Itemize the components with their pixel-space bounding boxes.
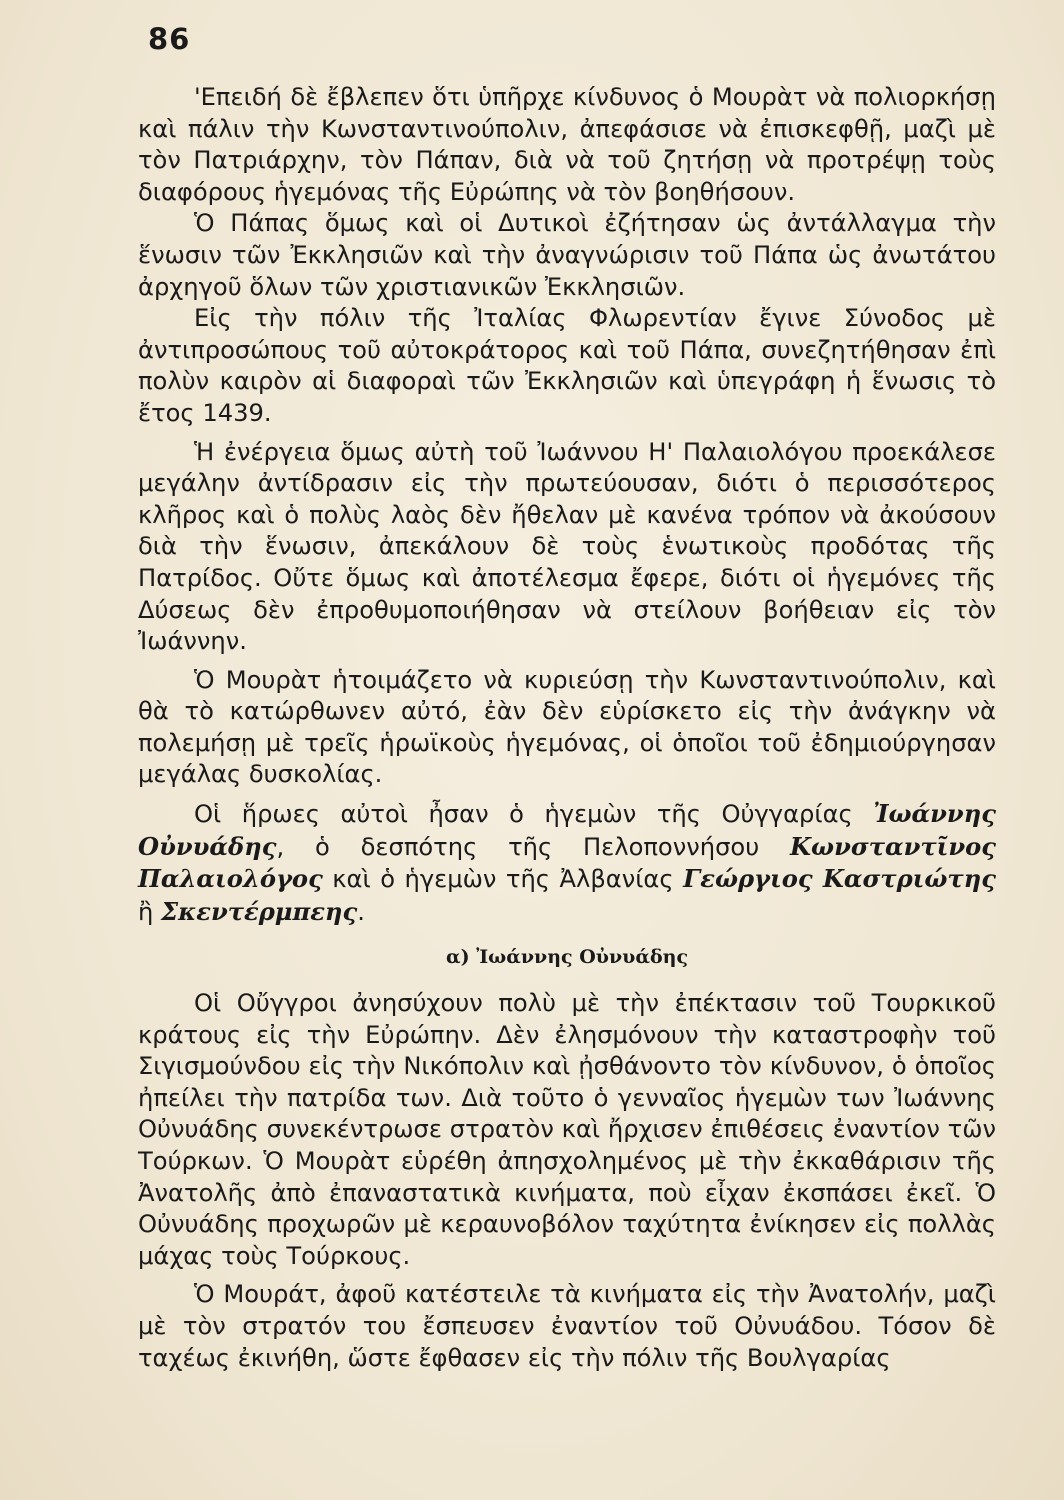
- paragraph-murad-march: Ὁ Μουράτ, ἀφοῦ κατέστειλε τὰ κινήματα εἰς τὴν Ἀνατολήν, μαζὶ μὲ τὸν στρατόν του ἔσπευσεν ἐναντίον τοῦ Οὐνυάδου. Τόσον δὲ ταχέως ἐκινήθη, ὥστε ἔφθασεν εἰς τὴν πόλιν τῆς Βουλγαρίας: [138, 1280, 996, 1372]
- hero-name-palaiologos: Κωνσταντῖνος Παλαιολόγος: [138, 831, 996, 894]
- heroes-text-5: .: [357, 897, 365, 926]
- heroes-text-2: , ὁ δεσπότης τῆς Πελοποννήσου: [276, 832, 791, 861]
- paragraph-reaction: Ἡ ἐνέργεια ὅμως αὐτὴ τοῦ Ἰωάννου Η' Παλαιολόγου προεκάλεσε μεγάλην ἀντίδρασιν εἰς τὴν πρωτεύουσαν, διότι ὁ περισσότερος κλῆρος καὶ ὁ πολὺς λαὸς δὲν ἤθελαν μὲ κανένα τρόπον νὰ ἀκούσουν διὰ τὴν ἕνωσιν, ἀπεκάλουν δὲ τοὺς ἑνωτικοὺς προδότας τῆς Πατρίδος. Οὔτε ὅμως καὶ ἀποτέλεσμα ἔφερε, διότι οἱ ἡγεμόνες τῆς Δύσεως δὲν ἐπροθυμοποιήθησαν νὰ στείλουν βοήθειαν εἰς τὸν Ἰωάννην.: [138, 437, 996, 656]
- section-heading: α) Ἰωάννης Οὐνυάδης: [445, 946, 689, 969]
- heroes-text-1: Οἱ ἥρωες αὐτοὶ ἦσαν ὁ ἡγεμὼν τῆς Οὐγγαρίας: [194, 800, 874, 829]
- page-body: [138, 82, 996, 1374]
- hero-name-kastriotis: Γεώργιος Καστριώτης: [683, 864, 996, 894]
- heroes-text-4: ἢ: [138, 897, 162, 926]
- paragraph-hungarians: Οἱ Οὔγγροι ἀνησύχουν πολὺ μὲ τὴν ἐπέκτασιν τοῦ Τουρκικοῦ κράτους εἰς τὴν Εὐρώπην. Δὲν ἐλησμόνουν τὴν καταστροφὴν τοῦ Σιγισμούνδου εἰς τὴν Νικόπολιν καὶ ᾐσθάνοντο τὸν κίνδυνον, ὁ ὁποῖος ἠπείλει τὴν πατρίδα των. Διὰ τοῦτο ὁ γενναῖος ἡγεμὼν των Ἰωάννης Οὐνυάδης συνεκέντρωσε στρατὸν καὶ ἤρχισεν ἐπιθέσεις ἐναντίον τῶν Τούρκων. Ὁ Μουρὰτ εὑρέθη ἀπησχολημένος μὲ τὴν ἐκκαθάρισιν τῆς Ἀνατολῆς ἀπὸ ἐπαναστατικὰ κινήματα, ποὺ εἶχαν ἐκσπάσει ἐκεῖ. Ὁ Οὐνυάδης προχωρῶν μὲ κεραυνοβόλον ταχύτητα ἐνίκησεν εἰς πολλὰς μάχας τοὺς Τούρκους.: [138, 989, 996, 1270]
- paragraph-heroes: [138, 798, 996, 928]
- hero-name-skanderbeg: Σκεντέρμπεης: [161, 896, 358, 926]
- paragraph-murad-preparation: Ὁ Μουρὰτ ἡτοιμάζετο νὰ κυριεύσῃ τὴν Κωνσταντινούπολιν, καὶ θὰ τὸ κατώρθωνεν αὐτό, ἐὰν δὲν εὑρίσκετο εἰς τὴν ἀνάγκην νὰ πολεμήσῃ μὲ τρεῖς ἡρωϊκοὺς ἡγεμόνας, οἱ ὁποῖοι τοῦ ἐδημιούργησαν μεγάλας δυσκολίας.: [138, 665, 996, 789]
- page-number: 86: [148, 22, 191, 56]
- paragraph-florence-synod: Εἰς τὴν πόλιν τῆς Ἰταλίας Φλωρεντίαν ἔγινε Σύνοδος μὲ ἀντιπροσώπους τοῦ αὐτοκράτορος καὶ τοῦ Πάπα, συνεζητήθησαν ἐπὶ πολὺν καιρὸν αἱ διαφοραὶ τῶν Ἐκκλησιῶν καὶ ὑπεγράφη ἡ ἕνωσις τὸ ἔτος 1439.: [138, 304, 996, 427]
- paragraph-church-union-demand: Ὁ Πάπας ὅμως καὶ οἱ Δυτικοὶ ἐζήτησαν ὡς ἀντάλλαγμα τὴν ἕνωσιν τῶν Ἐκκλησιῶν καὶ τὴν ἀναγνώρισιν τοῦ Πάπα ὡς ἀνωτάτου ἀρχηγοῦ ὅλων τῶν χριστιανικῶν Ἐκκλησιῶν.: [138, 209, 996, 301]
- heroes-text-3: καὶ ὁ ἡγεμὼν τῆς Ἀλβανίας: [322, 865, 684, 894]
- paragraph-papal-request: 'Επειδή δὲ ἔβλεπεν ὅτι ὑπῆρχε κίνδυνος ὁ Μουρὰτ νὰ πολιορκήσῃ καὶ πάλιν τὴν Κωνσταντινούπολιν, ἀπεφάσισε νὰ ἐπισκεφθῇ, μαζὶ μὲ τὸν Πατριάρχην, τὸν Πάπαν, διὰ νὰ τοῦ ζητήσῃ νὰ προτρέψῃ τοὺς διαφόρους ἡγεμόνας τῆς Εὐρώπης νὰ τὸν βοηθήσουν.: [138, 83, 996, 206]
- hero-name-hunyadi: Ἰωάννης Οὐνυάδης: [138, 799, 996, 861]
